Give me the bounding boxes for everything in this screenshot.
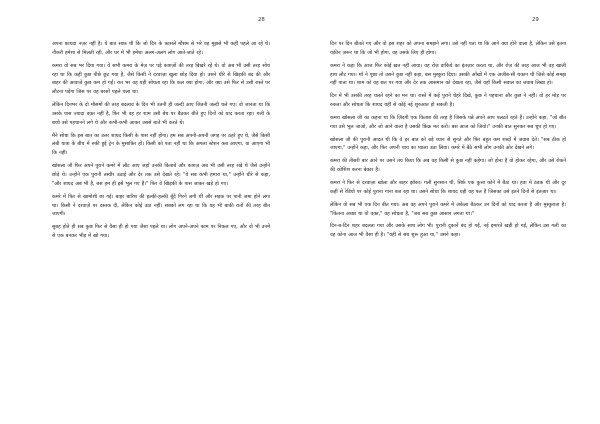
paragraph: लेकिन वो सब भी एक दिन बीत गया। अब वह अपने पुराने कमरे में अकेला बैठकर उन दिनों को याद करता है और मुस्कुराता है। "कितना अच्छा था वो वक़्त," वह सोचता है, "जब सब कुछ आसान लगता था।"	[330, 201, 566, 217]
paragraph: कमरा खोसला जी का कहना था कि ज़िंदगी एक किताब की तरह है जिसके पन्ने अपने आप पलटते रहते हैं। उन्होंने कहा, "जो बीत गया उसे भूल जाओ, और जो आने वाला है उसकी फ़िक्र मत करो। बस आज को जियो।" उनकी बात सुनकर सब चुप हो गए।	[330, 114, 566, 130]
paragraph: दिन-ब-दिन शहर बदलता गया और उसके साथ लोग भी। पुरानी दुकानें बंद हो गईं, नई इमारतें खड़ी हो गईं, लेकिन उस गली का वह कोना आज भी वैसा ही है। "यहीं से सब शुरू हुआ था," उसने कहा।	[330, 223, 566, 239]
paragraph: लेकिन दिनभर के दो मौसमों की तरह बदलाव के दिन भी उतनी ही जल्दी आए जितनी जल्दी चले गए। वो जानता था कि उसके पास ज़्यादा वक़्त नहीं है, फिर भी वह हर शाम उसी बेंच पर बैठकर बीते हुए दिनों को याद करता रहा। गली के बच्चे उसे पहचानने लगे थे और कभी-कभी आकर उससे बातें भी करते थे।	[52, 102, 270, 126]
paragraph: मैंने सोचा कि इस बात का उत्तर शायद किसी के पास नहीं होगा। हम सब अपनी-अपनी जगह पर ठहरे हुए थे, जैसे किसी लंबी यात्रा के बीच में रुकी हुई ट्रेन के मुसाफ़िर हों। किसी को पता नहीं था कि अगला स्टेशन कब आएगा, या आएगा भी कि नहीं।	[52, 132, 270, 157]
right-page-body	[330, 40, 566, 244]
paragraph: सुबह होते ही सब कुछ फिर से वैसा ही हो गया जैसा पहले था। लोग अपने-अपने काम पर निकल गए, और वो भी उनमें से एक बनकर भीड़ में खो गया।	[52, 224, 270, 240]
paragraph: कमरे में फिर से खामोशी छा गई। बाहर बारिश की हल्की-हल्की बूँदें गिरने लगी थीं और सड़क पर पानी जमा होने लगा था। किसी ने दरवाज़े पर दस्तक दी, लेकिन कोई उठा नहीं। सबको लग रहा था कि यह भी बाकी रातों की तरह बीत जाएगी।	[52, 193, 270, 218]
paragraph: कमरा ने कहा कि आज फिर कोई ख़त नहीं आया। वह रोज़ डाकिये का इंतज़ार करता था, और रोज़ की तरह आज भी वह खाली हाथ लौट गया। माँ ने पूछा तो उसने कुछ नहीं कहा, बस मुस्कुरा दिया। उसकी आँखों में एक अजीब-सी थकान थी जिसे कोई समझ नहीं पाता था। शाम को वह छत पर गया और देर तक आसमान को देखता रहा, जैसे वहाँ किसी सवाल का जवाब लिखा हो।	[330, 62, 566, 87]
paragraph: खोसला जी की पुरानी आदत थी कि वे हर बात को बड़े ध्यान से सुनते और फिर बहुत कम शब्दों में जवाब देते। "सब ठीक हो जाएगा," उन्होंने कहा, और फिर अपनी चाय का प्याला उठा लिया। कमरे में बैठे सभी लोग उनकी ओर देखने लगे।	[330, 136, 566, 152]
page-number-right: 29	[532, 17, 539, 23]
paragraph: कमरा ने फिर से दरवाज़ा खोला और बाहर झाँका। गली सुनसान थी, सिर्फ़ एक कुत्ता कोने में बैठा था। हवा में ठंडक थी और दूर कहीं से रेडियो पर कोई पुराना गाना बज रहा था। उसने सोचा कि शायद यही वह पल है जिसका उसे इतने दिनों से इंतज़ार था।	[330, 179, 566, 195]
paragraph: दिन पर दिन बीतते गए और वो इस शहर को अपना समझने लगा। उसे नहीं पता था कि आगे क्या होने वाला है, लेकिन उसे इतना यक़ीन ज़रूर था कि जो भी होगा, वह उसके लिए ही होगा।	[330, 41, 566, 56]
page-number-left: 28	[258, 17, 265, 23]
paragraph: दिन में भी उसकी तरह चलते रहने का मन था। रास्ते में कई पुराने चेहरे दिखे, कुछ ने पहचाना और कुछ ने नहीं। वो हर मोड़ पर रुकता और सोचता कि शायद यहीं से कोई नई शुरुआत हो सकती है।	[330, 93, 566, 109]
paragraph: कमरा की तीसरी बार आने पर उसने तय किया कि अब वह किसी से कुछ नहीं कहेगा। जो होना है वो होकर रहेगा, और उसे रोकने की कोशिश करना बेकार है।	[330, 158, 566, 174]
paragraph: खोसला जी फिर अपने पुराने कमरे में लौट आए जहाँ उनकी किताबें और काग़ज़ अब भी उसी तरह रखे थे जैसे उन्होंने छोड़े थे। उन्होंने एक पुरानी तस्वीर उठाई और देर तक उसे देखते रहे। "ये सब कभी हमारा था," उन्होंने धीरे से कहा, "और शायद अब भी है, बस हम ही इसे भूल गए हैं।" फिर वे खिड़की के पास जाकर खड़े हो गए।	[52, 163, 270, 187]
paragraph: अपना फ़ायदा नज़र नहीं है। ये बात साफ़ थी कि जो दिन के फ़ासले मौसम से भरे वह मुझसे भी कहीं पहले आ रहे थे। नौकरी हमेशा से मिलती रही, और घर में भी हमेशा अलग-अलग लोग आते-जाते रहे।	[52, 41, 270, 56]
left-page-body	[52, 40, 270, 245]
right-page	[300, 0, 600, 424]
paragraph: कमरा वो सब भर दिया गया। ये सभी कमरा के मेज़ पर पड़े काग़ज़ों की तरह बिखरे रहे थे। वो अब भी उसी तरह सोच रहा था कि कहीं कुछ पीछे छूट गया है, जैसे किसी ने दरवाज़ा खुला छोड़ दिया हो। उसने धीरे से खिड़की बंद की और बाहर की आवाज़ें कुछ कम हो गईं। रात भर वह यही सोचता रहा कि कल क्या होगा, और क्या उसे फिर से उसी रास्ते पर लौटना पड़ेगा जिस पर वह बरसों पहले चला था।	[52, 62, 270, 96]
